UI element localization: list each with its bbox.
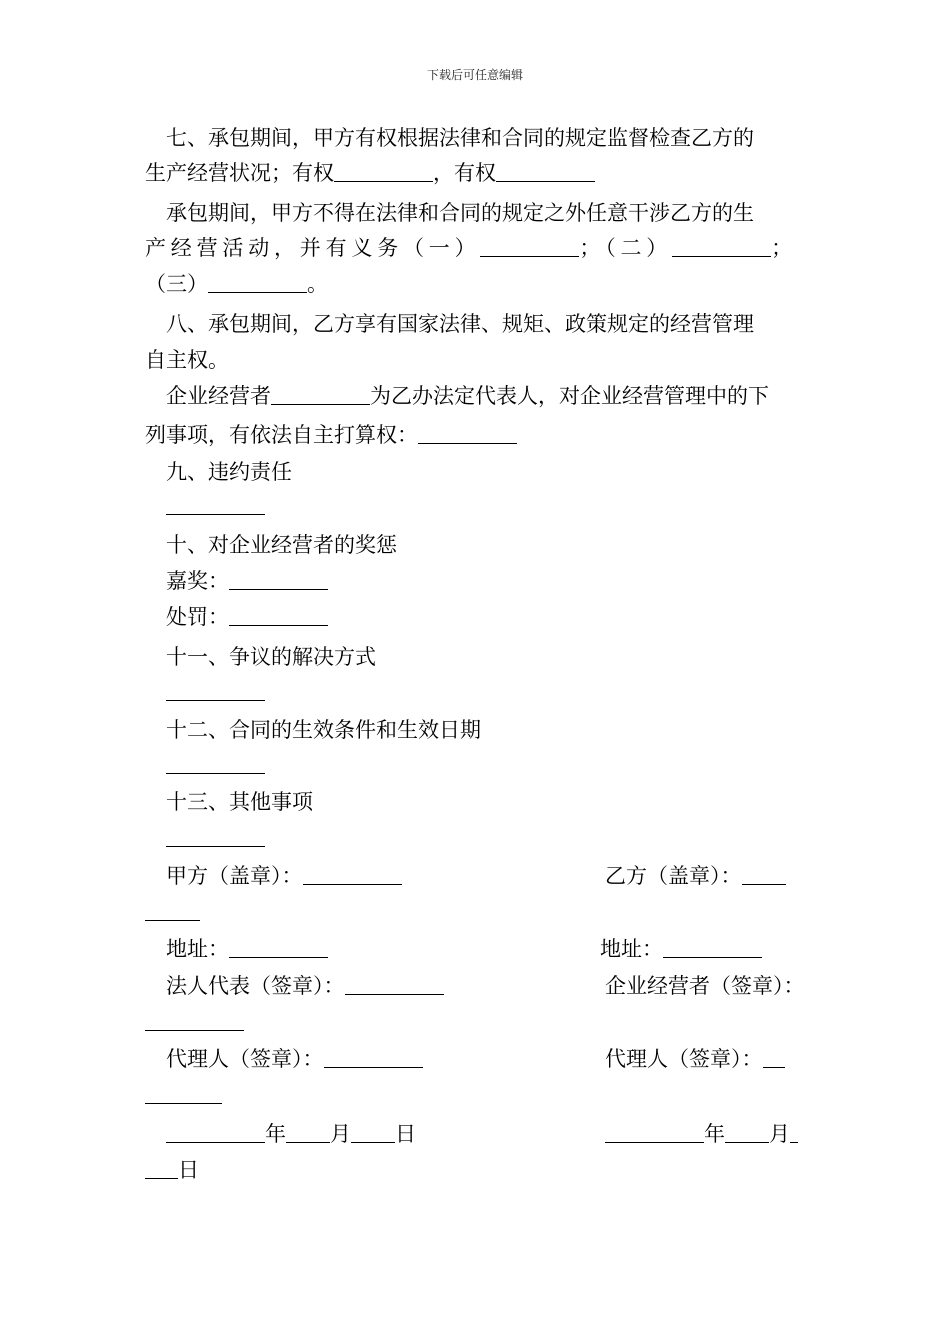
blank-field [663,938,762,958]
year-label: 年 [704,1122,725,1146]
address-label: 地址： [166,937,229,961]
blank-field [345,975,444,995]
blank-field [672,237,771,257]
sec7-text-f: （三） [145,272,208,296]
party-b-seal-cont [145,900,200,924]
blank-field [145,1011,244,1031]
operator-cont [145,1010,244,1034]
sec7-text-g: 。 [307,272,328,296]
blank-field [351,1123,395,1143]
blank-field [496,162,595,182]
sec7-p2-line1: 承包期间，甲方不得在法律和合同的规定之外任意干涉乙方的生 [166,201,754,225]
sec8-p2-line1 [166,384,769,408]
blank-field [145,901,200,921]
party-a-date-line [166,1122,416,1146]
year-label: 年 [265,1122,286,1146]
agent-label: 代理人（签章）： [166,1047,324,1071]
sec7-text-b: ，有权 [433,161,496,185]
sec8-text-a: 企业经营者 [166,384,271,408]
sec10-penalty-line [166,605,328,629]
blank-field [480,237,579,257]
sec11-blank-line [166,680,265,704]
blank-field [166,681,265,701]
agent-label: 代理人（签章）： [605,1047,763,1071]
party-a-seal-line [166,864,402,888]
sec10-title: 十、对企业经营者的奖惩 [166,533,397,557]
blank-field [208,273,307,293]
blank-field [334,162,433,182]
blank-field [229,606,328,626]
sec7-p2-line2 [145,236,793,260]
blank-field [271,385,370,405]
party-a-address-line [166,937,328,961]
party-b-agent-cont [145,1083,222,1107]
sec8-text-b: 为乙办法定代表人，对企业经营管理中的下 [370,384,769,408]
party-b-seal-label: 乙方（盖章）： [605,864,742,888]
blank-field [166,827,265,847]
sec12-title: 十二、合同的生效条件和生效日期 [166,718,481,742]
month-label: 月 [769,1122,790,1146]
party-b-agent-line [605,1047,785,1071]
blank-field [166,495,265,515]
blank-field [145,1159,178,1179]
sec8-p1-line2: 自主权。 [145,348,229,372]
sec13-blank-line [166,826,265,850]
sec8-p1-line1: 八、承包期间，乙方享有国家法律、规矩、政策规定的经营管理 [166,312,754,336]
sec7-text-a: 生产经营状况；有权 [145,161,334,185]
sec8-p2-line2 [145,423,517,447]
blank-field [303,865,402,885]
blank-field [166,754,265,774]
blank-field [725,1123,769,1143]
operator-line [605,974,805,998]
address-label: 地址： [600,937,663,961]
blank-field [229,570,328,590]
legal-rep-line [166,974,444,998]
blank-field [145,1084,222,1104]
sec9-title: 九、违约责任 [166,460,292,484]
legal-rep-label: 法人代表（签章）： [166,974,345,998]
sec7-p1-line1: 七、承包期间，甲方有权根据法律和合同的规定监督检查乙方的 [166,126,754,150]
operator-label: 企业经营者（签章）： [605,974,805,998]
page-header: 下载后可任意编辑 [426,68,523,82]
blank-field [605,1123,704,1143]
blank-field [418,424,517,444]
sec13-title: 十三、其他事项 [166,790,313,814]
sec10-penalty-label: 处罚： [166,605,229,629]
party-b-address-line [600,937,762,961]
sec7-text-c: 产经营活动，并有义务（一） [145,236,481,260]
blank-field [742,865,786,885]
sec7-text-d: ；（二） [579,236,673,260]
sec12-blank-line [166,753,265,777]
party-b-date-line [605,1122,798,1146]
day-label: 日 [178,1158,199,1182]
blank-field [324,1048,423,1068]
sec10-reward-label: 嘉奖： [166,569,229,593]
sec9-blank-line [166,494,265,518]
blank-field [790,1123,798,1143]
sec8-text-c: 列事项，有依法自主打算权： [145,423,418,447]
month-label: 月 [330,1122,351,1146]
sec10-reward-line [166,569,328,593]
sec7-text-e: ； [771,236,794,260]
party-b-date-cont [145,1158,199,1182]
blank-field [763,1048,785,1068]
sec7-p2-line3 [145,272,328,296]
sec11-title: 十一、争议的解决方式 [166,645,376,669]
blank-field [229,938,328,958]
party-a-seal-label: 甲方（盖章）： [166,864,303,888]
party-a-agent-line [166,1047,423,1071]
blank-field [166,1123,265,1143]
sec7-p1-line2 [145,161,595,185]
day-label: 日 [395,1122,416,1146]
blank-field [286,1123,330,1143]
party-b-seal-line [605,864,786,888]
